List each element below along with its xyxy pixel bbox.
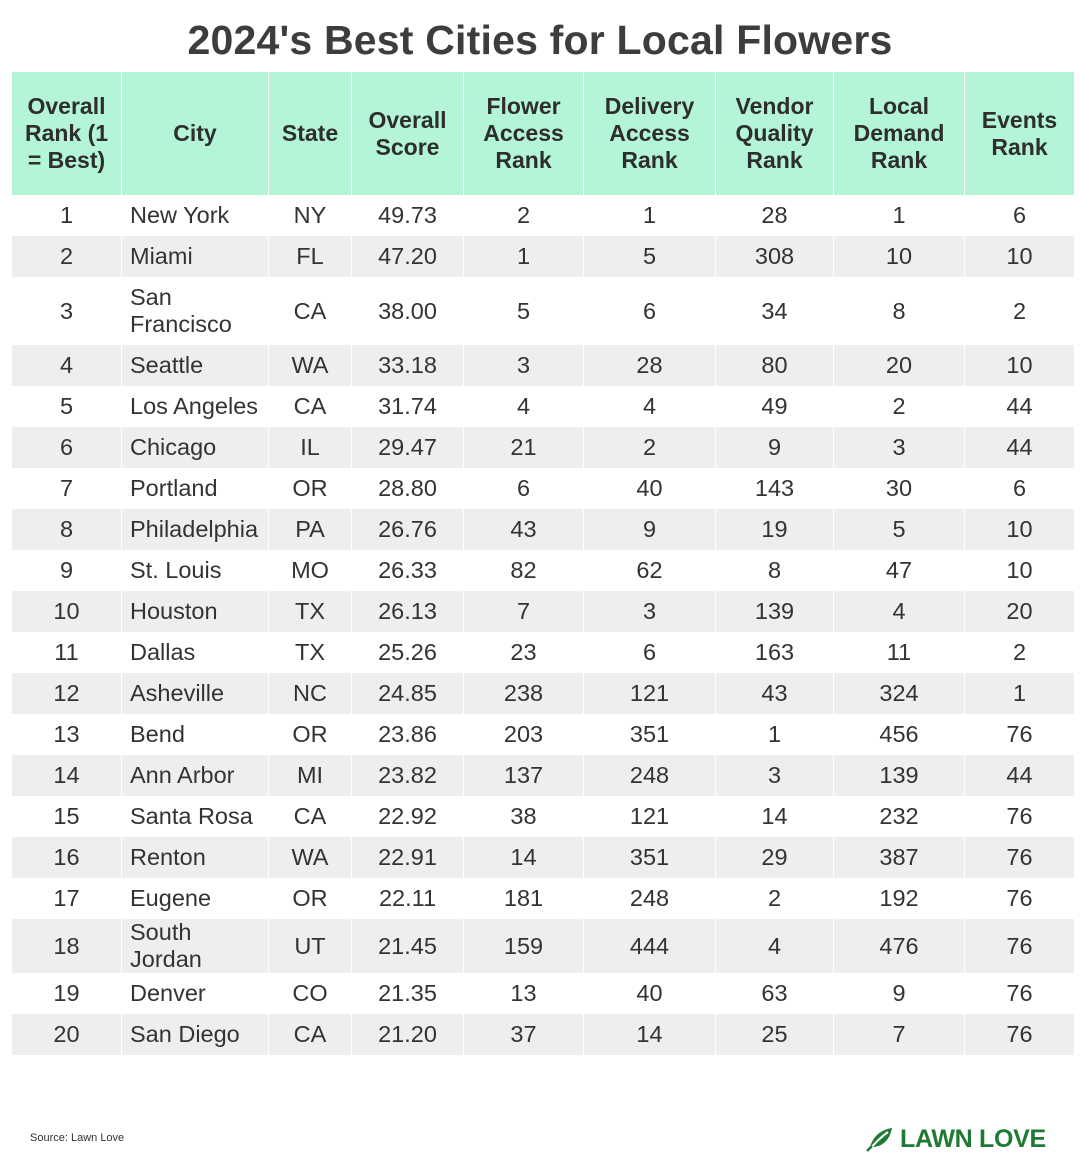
table-cell: 13 <box>12 714 122 755</box>
table-cell: 2 <box>1012 297 1027 324</box>
table-cell: 143 <box>716 468 834 509</box>
column-header: Overall Score <box>352 72 464 195</box>
table-cell: 5 <box>12 386 122 427</box>
table-cell: 476 <box>834 919 965 973</box>
table-cell: 28.80 <box>352 468 464 509</box>
chart-title: 2024's Best Cities for Local Flowers <box>187 17 893 63</box>
brand-name: LAWN LOVE <box>900 1124 1046 1153</box>
table-cell: 8 <box>716 550 834 591</box>
table-cell: 139 <box>716 591 834 632</box>
table-cell: 23.86 <box>352 714 464 755</box>
table-cell: 10 <box>12 591 122 632</box>
table-cell: 248 <box>584 755 716 796</box>
table-cell: 14 <box>716 796 834 837</box>
table-cell: 44 <box>965 755 1074 796</box>
table-cell: Seattle <box>122 345 269 386</box>
table-row <box>12 195 1074 236</box>
table-cell: 6 <box>1012 202 1027 228</box>
table-cell: 121 <box>584 796 716 837</box>
table-cell: 8 <box>834 277 965 345</box>
table-cell: Houston <box>122 591 269 632</box>
table-cell: 5 <box>464 277 584 345</box>
table-cell: 80 <box>716 345 834 386</box>
table-cell: 238 <box>464 673 584 714</box>
table-cell: 47 <box>834 550 965 591</box>
column-header: Delivery Access Rank <box>584 72 716 195</box>
table-row <box>12 973 1074 1014</box>
table-cell: 76 <box>1006 980 1033 1006</box>
table-cell: 137 <box>464 755 584 796</box>
table-cell: 76 <box>965 1014 1074 1055</box>
table-row <box>12 1014 1074 1055</box>
table-cell: 20 <box>965 591 1074 632</box>
table-cell: 23 <box>464 632 584 673</box>
table-cell: 22.11 <box>352 878 464 919</box>
table-cell: 9 <box>716 427 834 468</box>
table-cell: 2 <box>1012 639 1027 665</box>
table-cell: WA <box>269 837 352 878</box>
table-cell: 21.45 <box>352 919 464 973</box>
table-cell: 19 <box>12 973 122 1014</box>
table-cell: 14 <box>12 755 122 796</box>
table-cell: OR <box>269 468 352 509</box>
table-cell: 20 <box>834 345 965 386</box>
table-cell: 6 <box>584 277 716 345</box>
table-cell: MI <box>269 755 352 796</box>
table-cell: 203 <box>464 714 584 755</box>
table-cell: CA <box>269 1014 352 1055</box>
table-row <box>12 796 1074 837</box>
table-row <box>12 591 1074 632</box>
table-cell: 17 <box>12 878 122 919</box>
table-cell: 30 <box>834 468 965 509</box>
table-cell: Bend <box>122 714 269 755</box>
table-cell: CA <box>269 796 352 837</box>
table-cell: 387 <box>834 837 965 878</box>
table-cell: 82 <box>464 550 584 591</box>
table-cell: 2 <box>716 878 834 919</box>
leaf-icon <box>866 1126 894 1152</box>
table-cell: 351 <box>584 837 716 878</box>
table-cell: 76 <box>1006 885 1033 911</box>
table-cell: 47.20 <box>352 236 464 277</box>
table-cell: 28 <box>716 195 834 236</box>
table-cell: Chicago <box>122 427 269 468</box>
table-cell: 444 <box>584 919 716 973</box>
table-cell: 63 <box>716 973 834 1014</box>
table-row <box>12 550 1074 591</box>
table-cell: Portland <box>122 468 269 509</box>
table-cell: 4 <box>12 345 122 386</box>
table-row <box>12 919 1074 973</box>
table-cell: 232 <box>834 796 965 837</box>
table-cell: 9 <box>584 509 716 550</box>
table-cell: South Jordan <box>122 919 269 973</box>
table-cell: 38.00 <box>352 277 464 345</box>
brand-logo <box>866 1123 1046 1155</box>
table-cell: Denver <box>122 973 269 1014</box>
table-cell: 10 <box>834 236 965 277</box>
table-cell: 248 <box>584 878 716 919</box>
table-cell: CO <box>269 973 352 1014</box>
table-row <box>12 632 1074 673</box>
table-cell: OR <box>269 714 352 755</box>
table-cell: 11 <box>12 632 122 673</box>
table-cell: 1 <box>716 714 834 755</box>
table-cell: 19 <box>716 509 834 550</box>
column-header: Flower Access Rank <box>464 72 584 195</box>
table-cell: 37 <box>464 1014 584 1055</box>
table-cell: 192 <box>834 878 965 919</box>
table-cell: 44 <box>1006 393 1033 419</box>
table-cell: TX <box>269 632 352 673</box>
header-row <box>12 72 1074 195</box>
table-cell: 29.47 <box>352 427 464 468</box>
table-cell: 28 <box>584 345 716 386</box>
table-cell: 9 <box>12 550 122 591</box>
rankings-table <box>12 72 1074 1055</box>
table-cell: 9 <box>834 973 965 1014</box>
table-cell: 10 <box>965 236 1074 277</box>
table-cell: 44 <box>965 427 1074 468</box>
table-row <box>12 427 1074 468</box>
table-cell: 1 <box>584 195 716 236</box>
table-cell: 22.92 <box>352 796 464 837</box>
table-cell: 1 <box>464 236 584 277</box>
table-cell: 4 <box>464 386 584 427</box>
table-cell: 21 <box>464 427 584 468</box>
table-cell: 121 <box>584 673 716 714</box>
source-note: Source: Lawn Love <box>30 1132 125 1144</box>
table-cell: NC <box>269 673 352 714</box>
table-cell: MO <box>269 550 352 591</box>
table-cell: CA <box>269 386 352 427</box>
table-row <box>12 386 1074 427</box>
table-cell: 25 <box>716 1014 834 1055</box>
table-cell: 24.85 <box>352 673 464 714</box>
table-cell: 2 <box>584 427 716 468</box>
table-cell: 1 <box>965 673 1074 714</box>
column-header: City <box>122 72 269 195</box>
table-cell: 22.91 <box>352 837 464 878</box>
table-cell: 456 <box>834 714 965 755</box>
table-cell: 14 <box>584 1014 716 1055</box>
table-cell: 21.20 <box>352 1014 464 1055</box>
table-cell: 11 <box>834 632 965 673</box>
table-cell: Dallas <box>122 632 269 673</box>
table-cell: 14 <box>464 837 584 878</box>
table-cell: 18 <box>12 919 122 973</box>
table-cell: 2 <box>464 195 584 236</box>
table-row <box>12 878 1074 919</box>
table-cell: Eugene <box>122 878 269 919</box>
table-cell: 7 <box>12 468 122 509</box>
table-cell: 3 <box>464 345 584 386</box>
table-cell: 76 <box>965 919 1074 973</box>
table-cell: 12 <box>12 673 122 714</box>
table-cell: 3 <box>12 277 122 345</box>
table-row <box>12 509 1074 550</box>
table-cell: 33.18 <box>352 345 464 386</box>
table-cell: 21.35 <box>352 973 464 1014</box>
table-cell: 15 <box>12 796 122 837</box>
table-cell: 20 <box>12 1014 122 1055</box>
table-cell: 6 <box>584 632 716 673</box>
table-row <box>12 755 1074 796</box>
table-cell: 40 <box>584 468 716 509</box>
table-cell: 6 <box>12 427 122 468</box>
table-cell: 43 <box>464 509 584 550</box>
table-cell: 23.82 <box>352 755 464 796</box>
table-row <box>12 236 1074 277</box>
table-cell: 10 <box>1006 557 1033 583</box>
table-cell: 3 <box>716 755 834 796</box>
table-cell: 4 <box>834 591 965 632</box>
table-cell: TX <box>269 591 352 632</box>
column-header: State <box>269 72 352 195</box>
table-cell: PA <box>269 509 352 550</box>
table-cell: 163 <box>716 632 834 673</box>
table-row <box>12 345 1074 386</box>
table-row <box>12 837 1074 878</box>
table-cell: Miami <box>122 236 269 277</box>
table-cell: 324 <box>834 673 965 714</box>
table-cell: St. Louis <box>122 550 269 591</box>
table-cell: 26.76 <box>352 509 464 550</box>
table-cell: 62 <box>584 550 716 591</box>
table-cell: Santa Rosa <box>122 796 269 837</box>
table-cell: 76 <box>1006 721 1033 747</box>
table-cell: 3 <box>834 427 965 468</box>
table-cell: 181 <box>464 878 584 919</box>
table-cell: San Francisco <box>122 277 269 345</box>
table-cell: 2 <box>834 386 965 427</box>
table-cell: 31.74 <box>352 386 464 427</box>
table-cell: 4 <box>716 919 834 973</box>
table-cell: 29 <box>716 837 834 878</box>
table-cell: 34 <box>716 277 834 345</box>
table-cell: 1 <box>12 195 122 236</box>
table-cell: 43 <box>716 673 834 714</box>
table-row <box>12 714 1074 755</box>
table-cell: 6 <box>1012 475 1027 501</box>
table-cell: 351 <box>584 714 716 755</box>
table-cell: IL <box>269 427 352 468</box>
table-cell: 26.13 <box>352 591 464 632</box>
table-cell: 76 <box>1006 803 1033 829</box>
table-cell: 6 <box>464 468 584 509</box>
table-cell: 10 <box>965 509 1074 550</box>
column-header: Overall Rank (1 = Best) <box>12 72 122 195</box>
column-header: Events Rank <box>965 72 1074 195</box>
table-cell: NY <box>269 195 352 236</box>
table-cell: Renton <box>122 837 269 878</box>
table-cell: San Diego <box>122 1014 269 1055</box>
table-cell: FL <box>269 236 352 277</box>
table-cell: UT <box>269 919 352 973</box>
table-cell: 7 <box>464 591 584 632</box>
table-cell: 13 <box>464 973 584 1014</box>
table-cell: 308 <box>716 236 834 277</box>
table-cell: CA <box>269 277 352 345</box>
table-cell: 2 <box>12 236 122 277</box>
table-cell: Los Angeles <box>122 386 269 427</box>
table-cell: 76 <box>965 837 1074 878</box>
table-cell: WA <box>269 345 352 386</box>
table-cell: 3 <box>584 591 716 632</box>
table-cell: Ann Arbor <box>122 755 269 796</box>
table-cell: Philadelphia <box>122 509 269 550</box>
column-header: Local Demand Rank <box>834 72 965 195</box>
table-cell: 38 <box>464 796 584 837</box>
table-cell: OR <box>269 878 352 919</box>
table-row <box>12 468 1074 509</box>
table-cell: 25.26 <box>352 632 464 673</box>
table-cell: 49.73 <box>352 195 464 236</box>
table-cell: 1 <box>834 195 965 236</box>
table-cell: 49 <box>716 386 834 427</box>
table-cell: Asheville <box>122 673 269 714</box>
table-header <box>12 72 1074 195</box>
column-header: Vendor Quality Rank <box>716 72 834 195</box>
table-cell: 26.33 <box>352 550 464 591</box>
table-row <box>12 277 1074 345</box>
table-cell: 5 <box>834 509 965 550</box>
table-cell: 40 <box>584 973 716 1014</box>
table-cell: New York <box>122 195 269 236</box>
table-cell: 8 <box>12 509 122 550</box>
table-body <box>12 195 1074 1055</box>
table-cell: 159 <box>464 919 584 973</box>
table-cell: 16 <box>12 837 122 878</box>
table-cell: 7 <box>834 1014 965 1055</box>
table-cell: 5 <box>584 236 716 277</box>
table-cell: 10 <box>965 345 1074 386</box>
table-cell: 139 <box>834 755 965 796</box>
table-cell: 4 <box>584 386 716 427</box>
table-row <box>12 673 1074 714</box>
